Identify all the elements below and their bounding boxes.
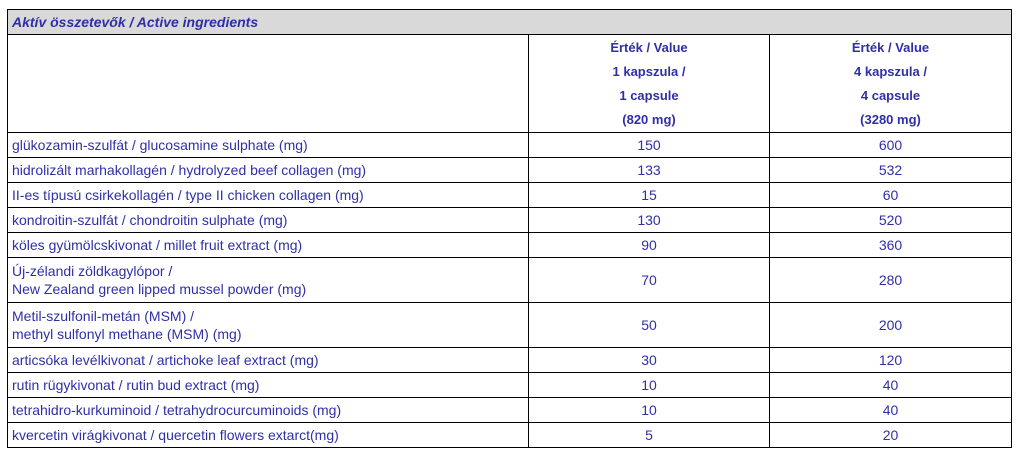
ingredient-name-cell bbox=[8, 158, 529, 183]
ingredient-name-cell bbox=[8, 258, 529, 303]
value-4-capsule: 532 bbox=[770, 158, 1012, 183]
value-4-capsule: 120 bbox=[770, 348, 1012, 373]
value-1-capsule: 5 bbox=[529, 423, 770, 448]
value-1-capsule: 133 bbox=[529, 158, 770, 183]
ingredient-name: methyl sulfonyl methane (MSM) (mg) bbox=[12, 326, 242, 342]
ingredient-name-cell bbox=[8, 398, 529, 423]
table-header-row bbox=[8, 35, 1012, 133]
value-4-capsule: 600 bbox=[770, 133, 1012, 158]
value-4-capsule: 520 bbox=[770, 208, 1012, 233]
ingredient-name-cell bbox=[8, 233, 529, 258]
header-empty-cell bbox=[8, 35, 529, 133]
table-row bbox=[8, 183, 1012, 208]
header-line: 4 capsule bbox=[860, 87, 921, 103]
value-4-capsule: 20 bbox=[770, 423, 1012, 448]
table-row bbox=[8, 133, 1012, 158]
header-line: Érték / Value bbox=[851, 39, 930, 55]
ingredient-name-cell bbox=[8, 303, 529, 348]
ingredient-name: II-es típusú csirkekollagén / type II chicken collagen (mg) bbox=[12, 187, 364, 203]
ingredient-name-cell bbox=[8, 423, 529, 448]
table-row bbox=[8, 233, 1012, 258]
table-row bbox=[8, 423, 1012, 448]
value-1-capsule: 90 bbox=[529, 233, 770, 258]
value-1-capsule: 130 bbox=[529, 208, 770, 233]
value-4-capsule: 40 bbox=[770, 373, 1012, 398]
ingredient-name: kvercetin virágkivonat / quercetin flowers extarct(mg) bbox=[12, 427, 339, 443]
header-value-1-capsule bbox=[529, 35, 770, 133]
ingredient-name: articsóka levélkivonat / artichoke leaf extract (mg) bbox=[12, 352, 319, 368]
value-4-capsule: 360 bbox=[770, 233, 1012, 258]
ingredient-name: kondroitin-szulfát / chondroitin sulphate (mg) bbox=[12, 212, 288, 228]
ingredient-name-cell bbox=[8, 133, 529, 158]
ingredient-name: New Zealand green lipped mussel powder (mg) bbox=[12, 281, 307, 297]
ingredient-name-cell bbox=[8, 348, 529, 373]
ingredient-name: köles gyümölcskivonat / millet fruit extract (mg) bbox=[12, 237, 303, 253]
ingredient-name: Új-zélandi zöldkagylópor / bbox=[12, 263, 173, 279]
table-row bbox=[8, 398, 1012, 423]
ingredient-name-cell bbox=[8, 373, 529, 398]
value-1-capsule: 10 bbox=[529, 373, 770, 398]
table-row bbox=[8, 303, 1012, 348]
table-title: Aktív összetevők / Active ingredients bbox=[8, 10, 1012, 35]
ingredient-name: tetrahidro-kurkuminoid / tetrahydrocurcuminoids (mg) bbox=[12, 402, 342, 418]
ingredient-name-cell bbox=[8, 208, 529, 233]
value-1-capsule: 15 bbox=[529, 183, 770, 208]
value-1-capsule: 70 bbox=[529, 258, 770, 303]
header-value-4-capsule bbox=[770, 35, 1012, 133]
value-1-capsule: 10 bbox=[529, 398, 770, 423]
header-line: Érték / Value bbox=[610, 39, 688, 55]
header-line: (3280 mg) bbox=[860, 111, 921, 127]
header-line: 4 kapszula / bbox=[854, 63, 927, 79]
value-1-capsule: 30 bbox=[529, 348, 770, 373]
value-4-capsule: 280 bbox=[770, 258, 1012, 303]
table-row bbox=[8, 208, 1012, 233]
value-1-capsule: 50 bbox=[529, 303, 770, 348]
table-row bbox=[8, 348, 1012, 373]
value-4-capsule: 60 bbox=[770, 183, 1012, 208]
table-row bbox=[8, 158, 1012, 183]
header-line: 1 kapszula / bbox=[612, 63, 686, 79]
header-line: 1 capsule bbox=[619, 87, 679, 103]
ingredient-name: rutin rügykivonat / rutin bud extract (mg) bbox=[12, 377, 260, 393]
ingredient-name: glükozamin-szulfát / glucosamine sulphate (mg) bbox=[12, 137, 308, 153]
value-4-capsule: 200 bbox=[770, 303, 1012, 348]
table-title-row bbox=[8, 10, 1012, 35]
table-row bbox=[8, 258, 1012, 303]
ingredient-name-cell bbox=[8, 183, 529, 208]
value-4-capsule: 40 bbox=[770, 398, 1012, 423]
ingredients-table-frame bbox=[7, 9, 1012, 448]
value-1-capsule: 150 bbox=[529, 133, 770, 158]
header-line: (820 mg) bbox=[622, 111, 676, 127]
table-row bbox=[8, 373, 1012, 398]
ingredient-name: Metil-szulfonil-metán (MSM) / bbox=[12, 308, 195, 324]
ingredient-name: hidrolizált marhakollagén / hydrolyzed beef collagen (mg) bbox=[12, 162, 367, 178]
ingredients-table bbox=[7, 9, 1012, 448]
